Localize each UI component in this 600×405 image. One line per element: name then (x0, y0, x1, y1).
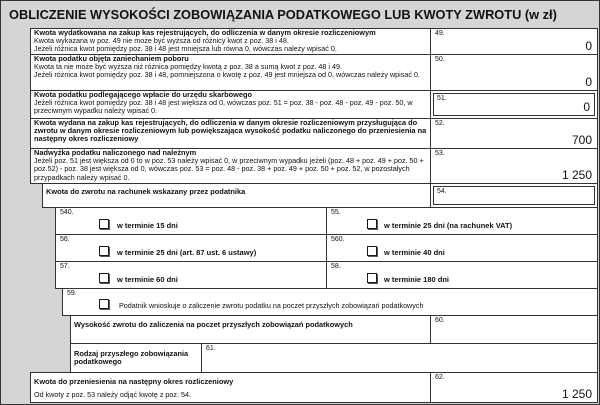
field-53-value: 1 250 (561, 168, 592, 182)
field-51-input[interactable] (430, 90, 598, 119)
refund-term-label: w terminie 60 dni (117, 275, 178, 284)
field-51-number: 51. (437, 95, 447, 102)
field-49-heading: Kwota wydatkowana na zakup kas rejestrujących, do odliczenia w danym okresie rozliczeniowym (34, 28, 376, 37)
field-61-description (70, 343, 202, 373)
field-55-number: 55. (331, 209, 341, 216)
checkbox-560[interactable] (367, 246, 377, 256)
field-57-number: 57. (60, 263, 70, 270)
field-560-number: 560. (331, 236, 345, 243)
field-49-input[interactable] (430, 28, 598, 55)
field-52-value: 700 (571, 133, 592, 147)
field-56-number: 56. (60, 236, 70, 243)
field-53-description (30, 148, 431, 184)
field-58-number: 58. (331, 263, 341, 270)
field-49-description (30, 28, 431, 55)
field-50-note: Kwota ta nie może być wyższa niż różnica pomiędzy kwotą z poz. 38 a sumą kwot z poz. 48 i 49. (34, 62, 343, 72)
offset-request-option (62, 288, 598, 316)
field-54-heading: Kwota do zwrotu na rachunek wskazany przez podatnika (46, 187, 246, 196)
checkbox-58[interactable] (367, 273, 377, 283)
field-62-input[interactable] (430, 372, 598, 403)
field-49-note: Jeżeli różnica kwot pomiędzy poz. 38 i 48 jest mniejsza lub równa 0, wówczas należy wpisać 0. (34, 44, 337, 54)
checkbox-56[interactable] (99, 246, 109, 256)
field-53-input[interactable] (430, 148, 598, 184)
field-50-number: 50. (435, 56, 445, 63)
field-60-heading: Wysokość zwrotu do zaliczenia na poczet przyszłych zobowiązań podatkowych (74, 320, 353, 329)
field-54-number: 54. (437, 188, 447, 195)
refund-term-option (326, 207, 598, 235)
refund-term-label: w terminie 25 dni (art. 87 ust. 6 ustawy) (117, 248, 257, 257)
field-50-note: Jeżeli różnica kwot pomiędzy poz. 38 i 48, pomniejszona o kwotę z poz. 49 jest mniejsza od 0, wówczas należy wpisać 0. (34, 70, 420, 80)
field-53-heading: Nadwyżka podatku naliczonego nad należnym (34, 148, 197, 157)
section-title: OBLICZENIE WYSOKOŚCI ZOBOWIĄZANIA PODATKOWEGO LUB KWOTY ZWROTU (w zł) (9, 7, 557, 22)
field-52-heading: Kwota wydana na zakup kas rejestrujących, do odliczenia w danym okresie rozliczeniowym przysługująca do zwrotu w danym okresie rozliczeniowym lub powiększająca wysokość podatku naliczonego do przeniesienia na następny okres rozliczeniowy (34, 118, 427, 144)
refund-term-option (55, 234, 327, 262)
field-50-value: 0 (585, 75, 592, 89)
refund-term-label: w terminie 180 dni (384, 275, 450, 284)
refund-term-option (55, 207, 327, 235)
checkbox-55[interactable] (367, 219, 377, 229)
field-52-number: 52. (435, 120, 445, 127)
field-61-heading: Rodzaj przyszłego zobowiązania podatkowego (74, 349, 189, 367)
refund-term-option (326, 261, 598, 289)
field-62-number: 62. (435, 374, 445, 381)
field-62-note: Od kwoty z poz. 53 należy odjąć kwotę z poz. 54. (34, 389, 192, 399)
refund-term-option (326, 234, 598, 262)
field-61-input[interactable] (201, 343, 598, 373)
field-540-number: 540. (60, 209, 74, 216)
field-54-input[interactable] (430, 183, 598, 208)
field-50-heading: Kwota podatku objęta zaniechaniem poboru (34, 54, 189, 63)
field-53-note: Jeżeli poz. 51 jest większa od 0 to w poz. 53 należy wpisać 0, w przeciwnym wypadku jeżeli (poz. 48 + poz. 49 + poz. 50 + poz.52) - poz. 38 jest większa od 0, wówczas poz. 53 = poz. 48 - poz. 38 + poz. 49 + poz. 50 + poz. 52, w pozostałych przypadkach należy wpisać 0. (34, 156, 424, 182)
field-49-number: 49. (435, 30, 445, 37)
field-62-heading: Kwota do przeniesienia na następny okres rozliczeniowy (34, 377, 234, 386)
field-51-description (30, 90, 431, 119)
field-62-description (30, 372, 431, 403)
refund-term-option (55, 261, 327, 289)
checkbox-57[interactable] (99, 273, 109, 283)
field-52-description (30, 118, 431, 149)
field-50-description (30, 54, 431, 91)
field-49-note: Kwota wykazana w poz. 49 nie może być wyższa od różnicy kwot z poz. 38 i 48. (34, 36, 289, 46)
refund-term-label: w terminie 25 dni (na rachunek VAT) (384, 221, 513, 230)
checkbox-59[interactable] (99, 299, 109, 309)
field-51-value: 0 (583, 100, 590, 114)
field-61-number: 61. (206, 345, 216, 352)
field-54-description (42, 183, 431, 208)
field-49-value: 0 (585, 39, 592, 53)
field-60-description (70, 315, 431, 344)
field-52-input[interactable] (430, 118, 598, 149)
checkbox-540[interactable] (99, 219, 109, 229)
field-51-heading: Kwota podatku podlegającego wpłacie do urzędu skarbowego (34, 90, 253, 99)
field-53-number: 53. (435, 150, 445, 157)
refund-term-label: w terminie 15 dni (117, 221, 178, 230)
field-59-number: 59. (67, 290, 77, 297)
field-60-input[interactable] (430, 315, 598, 344)
field-60-number: 60. (435, 317, 445, 324)
field-50-input[interactable] (430, 54, 598, 91)
offset-request-label: Podatnik wnioskuje o zaliczenie zwrotu podatku na poczet przyszłych zobowiązań podatkowych (119, 301, 424, 310)
field-62-value: 1 250 (561, 387, 592, 401)
refund-term-label: w terminie 40 dni (384, 248, 445, 257)
field-51-note: Jeżeli różnica kwot pomiędzy poz. 38 i 48 jest większa od 0, wówczas poz. 51 = poz. 38 - poz. 48 - poz. 49 - poz. 50, w przeciwnym wypadku należy wpisać 0. (34, 98, 413, 116)
